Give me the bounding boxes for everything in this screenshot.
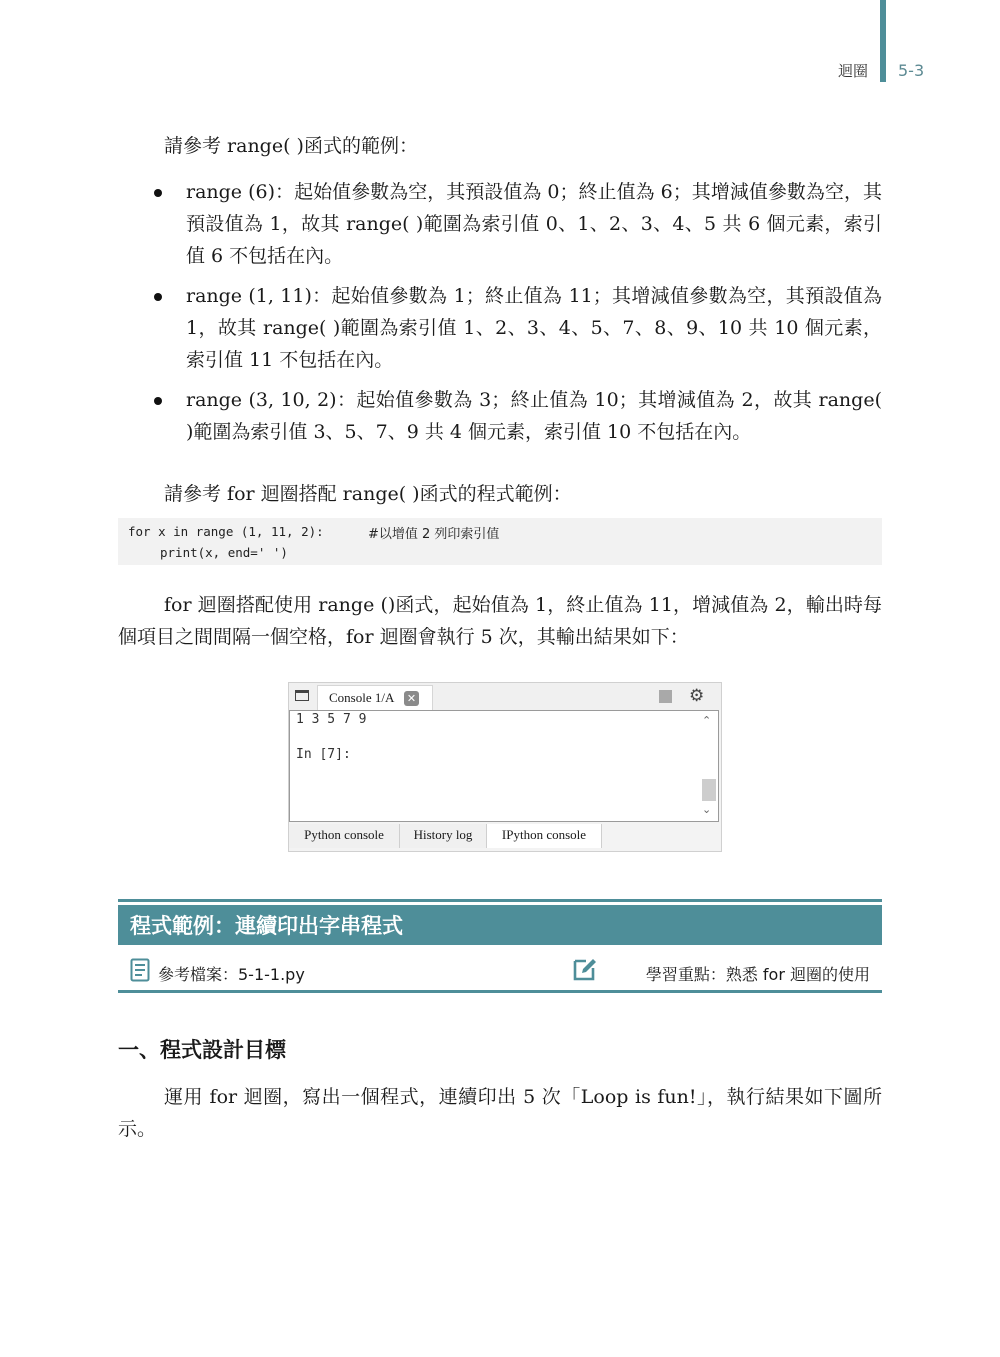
range-example-list [150, 176, 882, 456]
gear-icon[interactable]: ⚙ [689, 686, 705, 706]
list-item-text: range (1, 11)：起始值參數為 1；終止值為 11；其增減值參數為空，其預設值為 1，故其 range( )範圍為索引值 1、2、3、4、5、7、8、9、10 共 10 個元素，索引值 11 不包括在內。 [186, 285, 882, 371]
edit-icon [572, 956, 598, 982]
close-icon[interactable]: ✕ [404, 691, 419, 706]
reference-file-label: 參考檔案：5-1-1.py [158, 965, 305, 984]
bullet-icon [154, 293, 162, 301]
header-accent-bar [880, 0, 886, 82]
list-item-text: range (6)：起始值參數為空，其預設值為 0；終止值為 6；其增減值參數為空，其預設值為 1，故其 range( )範圍為索引值 0、1、2、3、4、5 共 6 個元素，索引值 6 不包括在內。 [186, 181, 882, 267]
example-title: 程式範例：連續印出字串程式 [130, 914, 403, 938]
console-output[interactable] [289, 710, 719, 822]
chevron-down-icon[interactable]: ⌄ [702, 803, 712, 816]
console-output-line: 1 3 5 7 9 [296, 712, 367, 727]
intro-paragraph: 請參考 range( )函式的範例： [164, 135, 418, 157]
list-item [150, 384, 882, 448]
learning-focus-label: 學習重點：熟悉 for 迴圈的使用 [645, 965, 870, 984]
list-item-text: range (3, 10, 2)：起始值參數為 3；終止值為 10；其增減值為 2，故其 range( )範圍為索引值 3、5、7、9 共 4 個元素，索引值 10 不包括在內。 [186, 389, 882, 443]
tab-ipython-console[interactable]: IPython console [487, 824, 602, 848]
intro-paragraph-2: 請參考 for 迴圈搭配 range( )函式的程式範例： [164, 483, 572, 505]
code-line-2: print(x, end=' ') [160, 545, 288, 560]
explain-paragraph: for 迴圈搭配使用 range ()函式，起始值為 1，終止值為 11，增減值為 2，輸出時每個項目之間間隔一個空格，for 迴圈會執行 5 次，其輸出結果如下： [118, 594, 882, 648]
console-tab[interactable] [317, 685, 433, 710]
console-toolbar [289, 683, 721, 710]
goal-paragraph: 運用 for 迴圈，寫出一個程式，連續印出 5 次「Loop is fun!」，執行結果如下圖所示。 [118, 1086, 882, 1140]
console-tab-label: Console 1/A [329, 690, 395, 705]
example-top-line [118, 899, 882, 902]
page-number: 5-3 [898, 61, 925, 80]
example-info-row [118, 955, 882, 989]
tab-history-log[interactable]: History log [400, 824, 487, 848]
console-prompt: In [7]: [296, 747, 351, 762]
bullet-icon [154, 397, 162, 405]
code-comment: #以增值 2 列印索引值 [368, 527, 500, 542]
document-icon [130, 958, 150, 982]
example-bottom-line [118, 990, 882, 993]
list-item [150, 176, 882, 272]
scrollbar[interactable] [700, 713, 716, 819]
folder-icon[interactable] [295, 690, 309, 701]
chapter-title: 迴圈 [837, 62, 868, 80]
code-block [118, 518, 882, 565]
example-header [118, 905, 882, 945]
list-item [150, 280, 882, 376]
chevron-up-icon[interactable]: ⌃ [702, 714, 712, 727]
stop-icon[interactable] [659, 690, 672, 703]
console-screenshot [288, 682, 722, 852]
scrollbar-thumb[interactable] [702, 779, 716, 801]
section-heading: 一、程式設計目標 [118, 1038, 286, 1062]
code-line-1: for x in range (1, 11, 2): [128, 524, 324, 539]
bullet-icon [154, 189, 162, 197]
tab-python-console[interactable]: Python console [289, 824, 400, 848]
